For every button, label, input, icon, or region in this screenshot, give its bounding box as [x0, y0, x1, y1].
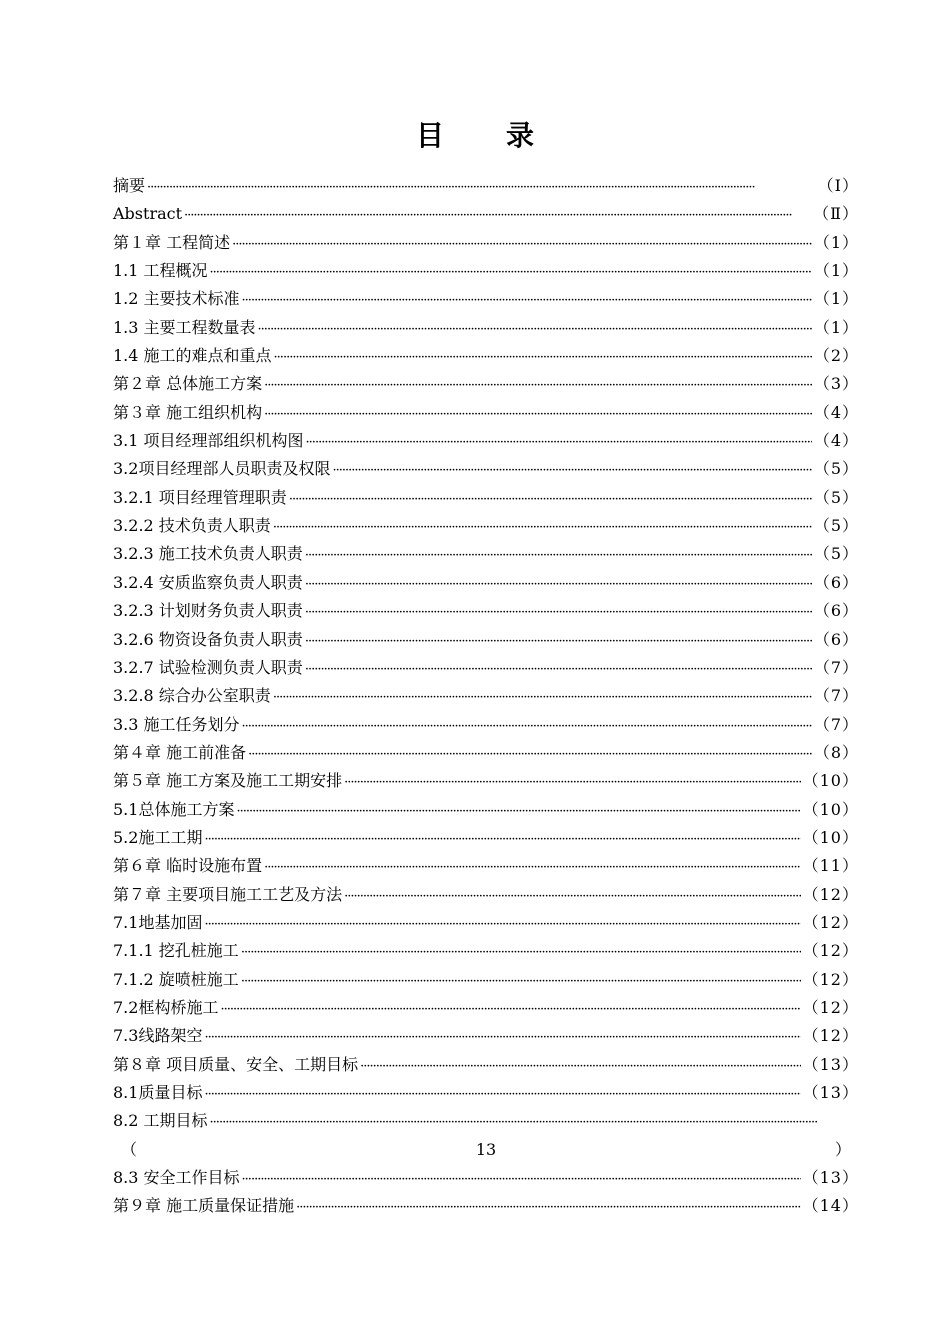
toc-entry[interactable]	[113, 257, 859, 285]
toc-entry-page: （6）	[813, 601, 859, 621]
toc-leader-dots	[305, 656, 812, 684]
toc-entry[interactable]	[113, 852, 859, 880]
title-char-2: 录	[506, 119, 535, 152]
toc-entry-page: （1）	[813, 261, 859, 281]
toc-leader-dots	[264, 372, 812, 400]
toc-entry[interactable]	[113, 455, 859, 483]
toc-entry-label: 3.2.2 技术负责人职责	[113, 516, 271, 536]
toc-leader-dots	[248, 741, 812, 769]
toc-entry-page: （1）	[813, 289, 859, 309]
toc-entry-label: 3.2.4 安质监察负责人职责	[113, 572, 303, 592]
toc-entry-page: （5）	[813, 459, 859, 479]
toc-leader-dots	[204, 826, 800, 854]
toc-entry-label: 7.1.2 旋喷桩施工	[113, 969, 239, 989]
toc-entry[interactable]	[113, 314, 859, 342]
toc-leader-dots	[305, 628, 812, 656]
toc-entry-page: （Ⅰ）	[817, 176, 859, 195]
toc-entry-page: （10）	[802, 827, 859, 847]
toc-entry-label: 7.2框构桥施工	[113, 997, 219, 1017]
toc-entry[interactable]	[113, 1164, 859, 1192]
toc-entry-label: 第５章 施工方案及施工工期安排	[113, 771, 343, 791]
toc-leader-dots	[236, 798, 800, 826]
toc-leader-dots	[204, 1024, 800, 1052]
toc-entry-label: 摘要	[113, 176, 146, 195]
table-of-contents	[113, 172, 859, 1221]
toc-leader-dots	[274, 344, 812, 372]
toc-entry[interactable]	[113, 370, 859, 398]
toc-leader-dots	[241, 939, 801, 967]
toc-leader-dots	[241, 968, 801, 996]
toc-entry-page: （12）	[802, 997, 859, 1017]
toc-entry[interactable]	[113, 966, 859, 994]
toc-entry-label: 3.2.8 综合办公室职责	[113, 686, 271, 706]
toc-entry[interactable]	[113, 682, 859, 710]
toc-entry-page: （13）	[802, 1168, 859, 1188]
toc-entry[interactable]	[113, 767, 859, 795]
toc-entry-label: 3.2项目经理部人员职责及权限	[113, 459, 331, 479]
toc-entry[interactable]	[113, 285, 859, 313]
toc-entry[interactable]	[113, 229, 859, 257]
toc-entry-page: （12）	[802, 969, 859, 989]
toc-leader-dots	[147, 174, 816, 202]
toc-leader-dots	[264, 854, 801, 882]
toc-entry-label: 第２章 总体施工方案	[113, 374, 263, 394]
toc-entry-page: （6）	[813, 572, 859, 592]
toc-entry-label: 3.1 项目经理部组织机构图	[113, 431, 304, 451]
toc-entry-page: （Ⅱ）	[813, 204, 859, 224]
open-paren: （	[121, 1139, 138, 1159]
page-title	[0, 114, 950, 154]
toc-entry[interactable]	[113, 597, 859, 625]
toc-entry-page: （5）	[813, 516, 859, 536]
toc-entry-page: （2）	[813, 346, 859, 366]
toc-entry-page: （14）	[802, 1196, 859, 1216]
toc-entry-label: 第１章 工程简述	[113, 232, 231, 252]
toc-entry[interactable]	[113, 626, 859, 654]
toc-entry[interactable]	[113, 200, 859, 228]
title-char-1: 目	[415, 119, 444, 152]
toc-entry-page-wrapped	[113, 1136, 859, 1164]
toc-leader-dots	[306, 429, 812, 457]
toc-entry-page: （6）	[813, 629, 859, 649]
toc-entry-label: 5.2施工工期	[113, 827, 203, 847]
toc-entry-label: 第９章 施工质量保证措施	[113, 1196, 295, 1216]
toc-entry[interactable]	[113, 739, 859, 767]
toc-entry[interactable]	[113, 824, 859, 852]
toc-entry-label: 7.3线路架空	[113, 1026, 203, 1046]
toc-leader-dots	[264, 401, 812, 429]
toc-entry-page: （7）	[813, 657, 859, 677]
toc-leader-dots	[273, 684, 812, 712]
toc-entry-page: （11）	[802, 856, 859, 876]
toc-leader-dots	[184, 202, 811, 230]
toc-entry-page: （5）	[813, 544, 859, 564]
toc-entry-label: 7.1.1 挖孔桩施工	[113, 941, 239, 961]
toc-entry-label: 3.3 施工任务划分	[113, 714, 240, 734]
toc-entry-label: 3.2.3 施工技术负责人职责	[113, 544, 303, 564]
toc-entry-page: （12）	[802, 884, 859, 904]
toc-entry-label: 8.2 工期目标	[113, 1111, 208, 1131]
toc-leader-dots	[242, 287, 812, 315]
toc-entry[interactable]	[113, 711, 859, 739]
toc-entry-label: 1.1 工程概况	[113, 261, 208, 281]
toc-entry[interactable]	[113, 1107, 859, 1135]
toc-leader-dots	[360, 1053, 801, 1081]
toc-entry-label: 3.2.6 物资设备负责人职责	[113, 629, 303, 649]
toc-leader-dots	[220, 996, 800, 1024]
toc-entry[interactable]	[113, 1192, 859, 1220]
toc-entry-page: （12）	[802, 912, 859, 932]
toc-entry-page: （8）	[813, 742, 859, 762]
toc-entry[interactable]	[113, 1051, 859, 1079]
toc-entry-page: （4）	[813, 402, 859, 422]
toc-entry-page: （5）	[813, 487, 859, 507]
toc-entry[interactable]	[113, 881, 859, 909]
toc-entry-label: Abstract	[113, 204, 183, 224]
toc-leader-dots	[289, 486, 812, 514]
toc-entry-label: 第８章 项目质量、安全、工期目标	[113, 1054, 359, 1074]
toc-leader-dots	[344, 769, 801, 797]
toc-entry-page: （3）	[813, 374, 859, 394]
toc-entry[interactable]	[113, 1079, 859, 1107]
toc-leader-dots	[242, 713, 812, 741]
toc-leader-dots	[232, 231, 812, 259]
toc-entry[interactable]	[113, 654, 859, 682]
toc-entry[interactable]	[113, 512, 859, 540]
toc-entry-label: 1.4 施工的难点和重点	[113, 346, 272, 366]
toc-entry[interactable]	[113, 484, 859, 512]
toc-entry[interactable]	[113, 172, 859, 200]
toc-leader-dots	[305, 599, 812, 627]
toc-entry-page: （7）	[813, 714, 859, 734]
toc-entry-label: 8.1质量目标	[113, 1083, 203, 1102]
toc-entry-page: （1）	[813, 232, 859, 252]
toc-entry-label: 3.2.1 项目经理管理职责	[113, 487, 287, 507]
toc-leader-dots	[296, 1194, 801, 1222]
toc-entry-label: 5.1总体施工方案	[113, 799, 235, 819]
toc-entry-label: 第６章 临时设施布置	[113, 856, 263, 876]
toc-entry-label: 第３章 施工组织机构	[113, 402, 263, 422]
toc-entry-label: 1.2 主要技术标准	[113, 289, 240, 309]
toc-entry-page: 13	[475, 1139, 497, 1159]
toc-entry-label: 第７章 主要项目施工工艺及方法	[113, 884, 343, 904]
toc-entry-page: （12）	[802, 941, 859, 961]
toc-entry[interactable]	[113, 994, 859, 1022]
toc-leader-dots	[210, 1109, 857, 1137]
toc-entry[interactable]	[113, 540, 859, 568]
toc-leader-dots	[332, 457, 811, 485]
toc-leader-dots	[204, 911, 800, 939]
toc-leader-dots	[242, 1166, 801, 1194]
toc-entry[interactable]	[113, 399, 859, 427]
toc-entry-label: 1.3 主要工程数量表	[113, 317, 256, 337]
toc-entry-page: （13）	[802, 1054, 859, 1074]
close-paren: ）	[834, 1139, 851, 1159]
toc-entry-label: 8.3 安全工作目标	[113, 1168, 240, 1188]
toc-entry[interactable]	[113, 937, 859, 965]
toc-leader-dots	[344, 883, 801, 911]
toc-leader-dots	[258, 316, 812, 344]
toc-entry[interactable]	[113, 796, 859, 824]
toc-entry[interactable]	[113, 342, 859, 370]
toc-entry-page: （10）	[802, 771, 859, 791]
toc-entry-page: （4）	[813, 431, 859, 451]
toc-entry-label: 7.1地基加固	[113, 912, 203, 932]
toc-entry[interactable]	[113, 909, 859, 937]
toc-entry[interactable]	[113, 569, 859, 597]
toc-leader-dots	[305, 571, 812, 599]
toc-entry-label: 3.2.7 试验检测负责人职责	[113, 657, 303, 677]
toc-leader-dots	[204, 1081, 800, 1109]
toc-entry-label: 第４章 施工前准备	[113, 742, 247, 762]
toc-entry[interactable]	[113, 1022, 859, 1050]
toc-leader-dots	[210, 259, 812, 287]
toc-entry-page: （12）	[802, 1026, 859, 1046]
toc-entry-page: （13）	[802, 1083, 859, 1102]
toc-entry-label: 3.2.3 计划财务负责人职责	[113, 601, 303, 621]
toc-entry-page: （1）	[813, 317, 859, 337]
toc-leader-dots	[305, 542, 812, 570]
toc-leader-dots	[273, 514, 812, 542]
toc-entry-page: （10）	[802, 799, 859, 819]
toc-entry-page: （7）	[813, 686, 859, 706]
toc-entry[interactable]	[113, 427, 859, 455]
